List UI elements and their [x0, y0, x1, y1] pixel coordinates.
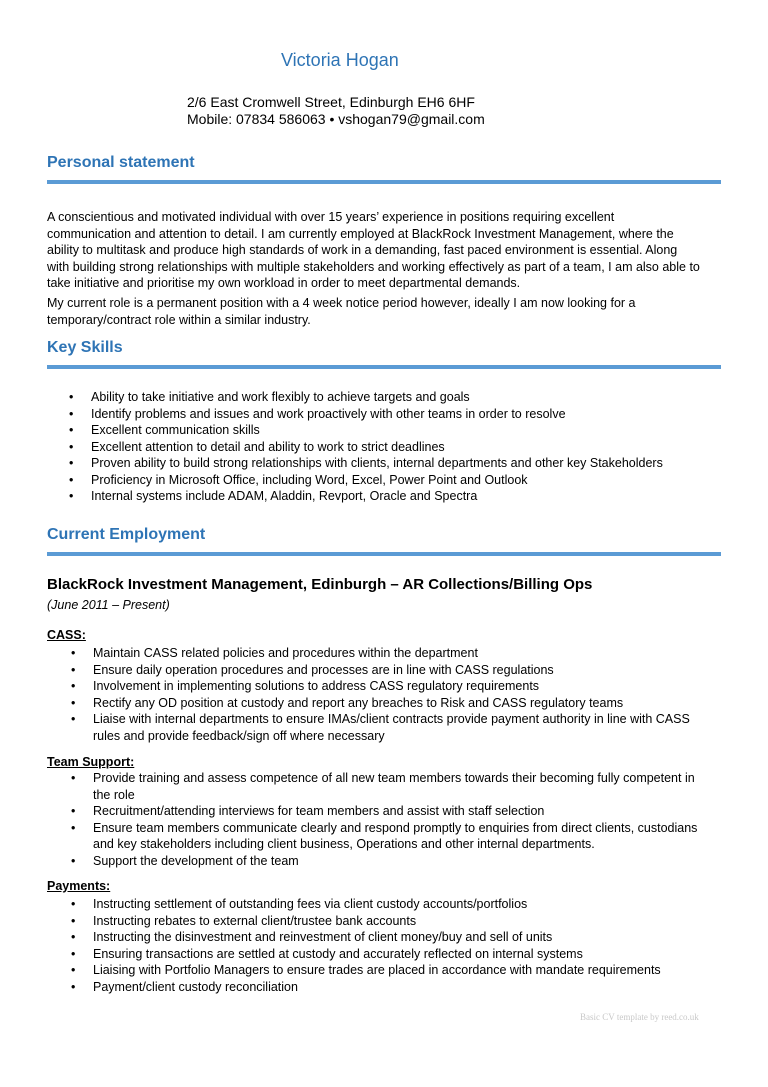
bullet-icon: •	[71, 897, 76, 911]
list-item: • Excellent attention to detail and ability to work to strict deadlines	[69, 439, 445, 454]
section-divider	[47, 365, 721, 369]
personal-statement-paragraph-1: A conscientious and motivated individual with over 15 years’ experience in positions requiring excellent communication and attention to detail. I am currently employed at BlackRock Investment Management, where the ability to multitask and produce high standards of work in a demanding, fast paced environment is essential. Along with building strong relationships with multiple stakeholders and working effectively as part of a team, I am also able to take initiative and prioritise my own workload in order to meet departmental demands.	[47, 210, 700, 290]
bullet-icon: •	[71, 913, 76, 928]
contact-details: Mobile: 07834 586063 • vshogan79@gmail.com	[187, 111, 485, 127]
team-support-list	[47, 770, 737, 869]
list-item: • Payment/client custody reconciliation	[71, 979, 298, 994]
list-item: • Identify problems and issues and work proactively with other teams in order to resolve	[69, 406, 566, 421]
list-item: • Involvement in implementing solutions to address CASS regulatory requirements	[71, 679, 540, 693]
section-divider	[47, 552, 721, 556]
bullet-icon: •	[71, 712, 76, 726]
bullet-icon: •	[71, 979, 76, 994]
candidate-name: Victoria Hogan	[281, 50, 399, 70]
list-item: • Ability to take initiative and work flexibly to achieve targets and goals	[69, 390, 470, 404]
key-skills-heading: Key Skills	[47, 339, 123, 356]
list-item-continuation: rules and provide feedback/sign off where necessary	[93, 728, 385, 743]
list-item: • Ensure team members communicate clearly and respond promptly to enquiries from direct clients, custodians	[71, 820, 698, 835]
address: 2/6 East Cromwell Street, Edinburgh EH6 6HF	[187, 94, 475, 110]
bullet-icon: •	[71, 963, 76, 977]
personal-statement-heading: Personal statement	[47, 154, 195, 171]
list-item: • Provide training and assess competence of all new team members towards their becoming fully competent in	[71, 771, 695, 785]
list-item: • Instructing rebates to external client/trustee bank accounts	[71, 913, 417, 928]
bullet-icon: •	[71, 930, 76, 944]
list-item: • Excellent communication skills	[69, 423, 260, 437]
list-item: • Internal systems include ADAM, Aladdin, Revport, Oracle and Spectra	[69, 489, 478, 503]
section-divider	[47, 180, 721, 184]
bullet-icon: •	[71, 820, 76, 835]
list-item: • Proven ability to build strong relationships with clients, internal departments and other key Stakeholders	[69, 456, 663, 470]
list-item: • Proficiency in Microsoft Office, including Word, Excel, Power Point and Outlook	[69, 472, 528, 487]
list-item: • Liaise with internal departments to ensure IMAs/client contracts provide payment authority in line with CASS	[71, 712, 690, 726]
bullet-icon: •	[71, 853, 76, 868]
bullet-icon: •	[71, 646, 76, 660]
list-item: • Instructing the disinvestment and reinvestment of client money/buy and sell of units	[71, 930, 553, 944]
bullet-icon: •	[69, 390, 74, 404]
key-skills-list	[47, 389, 737, 505]
employment-dates: (June 2011 – Present)	[47, 598, 170, 612]
bullet-icon: •	[69, 456, 74, 470]
bullet-icon: •	[69, 489, 74, 503]
personal-statement-paragraph-2: My current role is a permanent position with a 4 week notice period however, ideally I am now looking for a temporary/contract role within a similar industry.	[47, 296, 636, 327]
bullet-icon: •	[71, 695, 76, 710]
list-item-continuation: and key stakeholders including client business, Operations and other internal departments.	[93, 837, 595, 851]
job-title: BlackRock Investment Management, Edinburgh – AR Collections/Billing Ops	[47, 576, 593, 593]
team-support-subheading: Team Support:	[47, 755, 135, 769]
bullet-icon: •	[71, 771, 76, 785]
bullet-icon: •	[71, 946, 76, 961]
list-item: • Rectify any OD position at custody and report any breaches to Risk and CASS regulatory teams	[71, 695, 624, 710]
list-item-continuation: the role	[93, 787, 135, 802]
bullet-icon: •	[69, 439, 74, 454]
payments-list	[47, 896, 737, 995]
list-item: • Liaising with Portfolio Managers to ensure trades are placed in accordance with mandate requirements	[71, 963, 661, 977]
bullet-icon: •	[69, 472, 74, 487]
list-item: • Ensure daily operation procedures and processes are in line with CASS regulations	[71, 662, 554, 677]
cass-list	[47, 645, 737, 744]
list-item: • Ensuring transactions are settled at custody and accurately reflected on internal systems	[71, 946, 583, 961]
payments-subheading: Payments:	[47, 879, 111, 893]
bullet-icon: •	[69, 423, 74, 437]
current-employment-heading: Current Employment	[47, 526, 206, 543]
bullet-icon: •	[69, 406, 74, 421]
list-item: • Maintain CASS related policies and procedures within the department	[71, 646, 478, 660]
cass-subheading: CASS:	[47, 628, 86, 642]
bullet-icon: •	[71, 679, 76, 693]
template-credit: Basic CV template by reed.co.uk	[580, 1012, 699, 1022]
list-item: • Recruitment/attending interviews for team members and assist with staff selection	[71, 804, 545, 818]
bullet-icon: •	[71, 662, 76, 677]
list-item: • Instructing settlement of outstanding fees via client custody accounts/portfolios	[71, 897, 528, 911]
bullet-icon: •	[71, 804, 76, 818]
list-item: • Support the development of the team	[71, 853, 299, 868]
